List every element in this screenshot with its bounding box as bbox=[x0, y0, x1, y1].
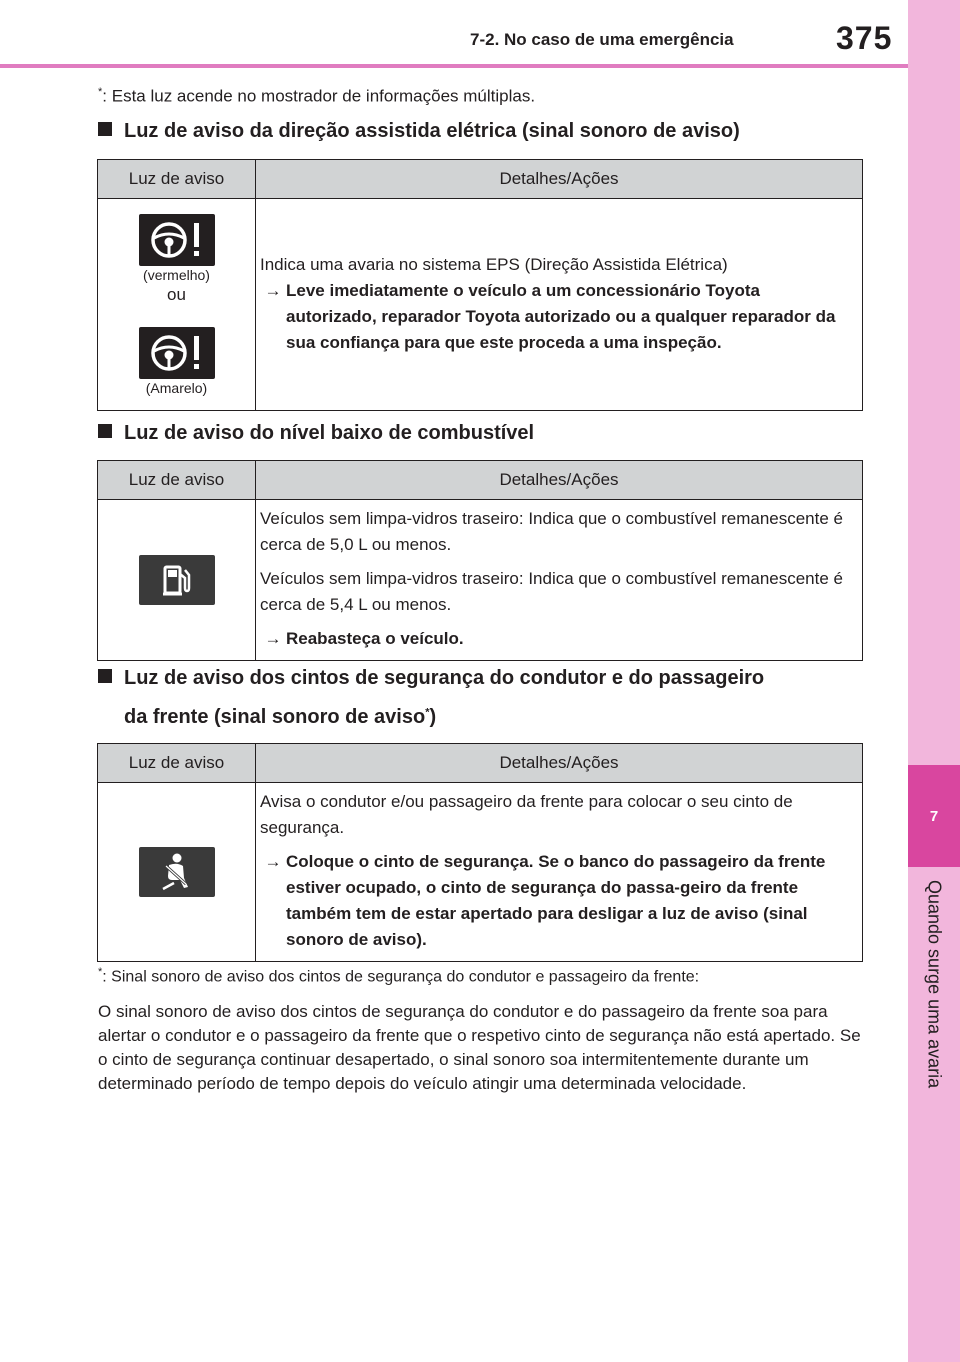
chapter-label: Quando surge uma avaria bbox=[924, 880, 945, 1089]
caption-amber: (Amarelo) bbox=[145, 379, 208, 396]
page-number: 375 bbox=[836, 20, 893, 56]
table-fuel bbox=[97, 460, 863, 661]
footnote-mark: * bbox=[98, 86, 103, 98]
detail-text: Veículos sem limpa-vidros traseiro: Indica que o combustível remanescente é cerca de 5,0 L ou menos. bbox=[260, 509, 843, 554]
table-header-row bbox=[98, 744, 863, 783]
or-text: ou bbox=[167, 284, 186, 304]
details-cell bbox=[256, 199, 863, 411]
col-header-details: Detalhes/Ações bbox=[256, 744, 863, 783]
footnote-top bbox=[98, 86, 535, 107]
side-tab bbox=[908, 0, 960, 1362]
body-paragraph: O sinal sonoro de aviso dos cintos de segurança do condutor e do passageiro da frente soa para alertar o condutor e o passageiro da frente que o respetivo cinto de segurança não está apertado. Se o cinto de segurança continuar desapertado, o sinal sonoro soa intermitentemente durante um determinado período de tempo depois do veículo atingir uma determinada velocidade. bbox=[98, 1002, 861, 1093]
col-header-light: Luz de aviso bbox=[98, 461, 256, 500]
action-item bbox=[260, 849, 854, 953]
steering-wheel-exclamation-icon bbox=[139, 327, 215, 379]
table-header-row bbox=[98, 461, 863, 500]
light-cell bbox=[98, 783, 256, 962]
header-rule bbox=[0, 64, 908, 68]
table-seatbelt bbox=[97, 743, 863, 962]
footnote-text: : Sinal sonoro de aviso dos cintos de segurança do condutor e passageiro da frente: bbox=[102, 968, 700, 986]
action-item bbox=[260, 278, 854, 356]
action-item bbox=[260, 626, 854, 652]
footnote-text: : Esta luz acende no mostrador de informações múltiplas. bbox=[102, 86, 536, 106]
details-cell bbox=[256, 783, 863, 962]
footnote-bottom bbox=[98, 966, 699, 986]
table-row bbox=[98, 199, 863, 411]
footnote-mark: * bbox=[425, 706, 430, 719]
chapter-number: 7 bbox=[908, 765, 960, 867]
light-cell bbox=[98, 500, 256, 661]
table-row bbox=[98, 500, 863, 661]
footnote-mark: * bbox=[98, 966, 103, 978]
details-cell bbox=[256, 500, 863, 661]
section-heading-seatbelt: Luz de aviso dos cintos de segurança do condutor e do passageiro da frente (sinal sonoro de aviso*) bbox=[98, 667, 764, 729]
arrow-icon: → bbox=[264, 852, 282, 871]
section-heading-fuel: Luz de aviso do nível baixo de combustível bbox=[98, 422, 534, 445]
detail-text: Indica uma avaria no sistema EPS (Direção Assistida Elétrica) bbox=[260, 254, 728, 274]
table-eps bbox=[97, 159, 863, 411]
action-text: Reabasteça o veículo. bbox=[286, 629, 464, 648]
seatbelt-reminder-icon bbox=[139, 847, 215, 897]
action-text: Leve imediatamente o veículo a um concessionário Toyota autorizado, reparador Toyota autorizado ou a qualquer reparador da sua confiança para que este proceda a uma inspeção. bbox=[286, 280, 836, 352]
bullet-square bbox=[98, 424, 112, 438]
steering-wheel-exclamation-icon bbox=[139, 214, 215, 266]
arrow-icon: → bbox=[264, 280, 282, 300]
col-header-light: Luz de aviso bbox=[98, 744, 256, 783]
bullet-square bbox=[98, 669, 112, 683]
action-text: Coloque o cinto de segurança. Se o banco do passageiro da frente estiver ocupado, o cinto de segurança do passa-geiro da frente também tem de estar apertado para desligar a luz de aviso (sinal sonoro de aviso). bbox=[286, 852, 826, 949]
light-cell bbox=[98, 199, 256, 411]
section-title: 7-2. No caso de uma emergência bbox=[470, 30, 734, 49]
caption-red: (vermelho) bbox=[143, 266, 210, 283]
section-heading-eps: Luz de aviso da direção assistida elétrica (sinal sonoro de aviso) bbox=[98, 120, 740, 143]
bullet-square bbox=[98, 122, 112, 136]
detail-text: Avisa o condutor e/ou passageiro da frente para colocar o seu cinto de segurança. bbox=[260, 792, 793, 837]
col-header-details: Detalhes/Ações bbox=[256, 160, 863, 199]
arrow-icon: → bbox=[264, 629, 282, 648]
detail-text: Veículos sem limpa-vidros traseiro: Indica que o combustível remanescente é cerca de 5,4 L ou menos. bbox=[260, 569, 843, 614]
fuel-pump-icon bbox=[139, 555, 215, 605]
table-row bbox=[98, 783, 863, 962]
table-header-row bbox=[98, 160, 863, 199]
col-header-light: Luz de aviso bbox=[98, 160, 256, 199]
col-header-details: Detalhes/Ações bbox=[256, 461, 863, 500]
